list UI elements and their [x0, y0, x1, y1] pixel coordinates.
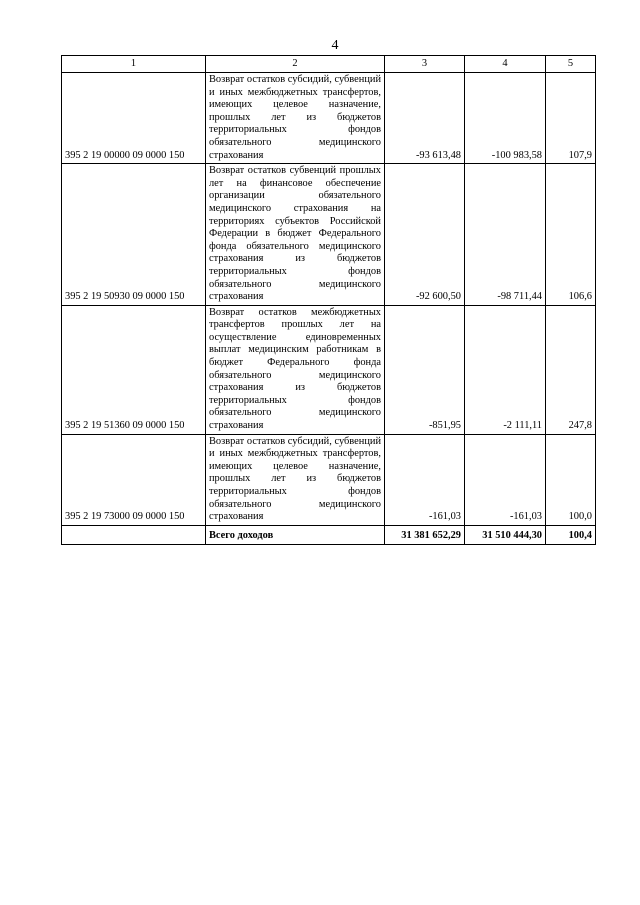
- total-label: Всего доходов: [206, 525, 385, 544]
- description-last-line: страхования: [209, 511, 264, 523]
- page-number: 4: [331, 38, 339, 53]
- column-header-4: 4: [465, 56, 546, 73]
- table-row: [62, 164, 596, 306]
- column-header-3: 3: [385, 56, 465, 73]
- table-row: [62, 73, 596, 164]
- value-col3-cell: -851,95: [385, 305, 465, 434]
- value-col4-cell: -98 711,44: [465, 164, 546, 306]
- description-cell: [206, 434, 385, 525]
- description-text: Возврат остатков субвенций прошлых лет на финансовое обеспечение организации обязательного медицинского страхования на территориях субъектов Российской Федерации в бюджет Федерального фонда обязательного медицинского страхования из бюджетов территориальных фондов обязательного медицинского: [209, 165, 381, 290]
- budget-code-cell: 395 2 19 51360 09 0000 150: [62, 305, 206, 434]
- total-row: [62, 525, 596, 544]
- value-col4-cell: -2 111,11: [465, 305, 546, 434]
- revenue-table: [61, 55, 596, 545]
- description-last-line: страхования: [209, 420, 264, 432]
- column-header-2: 2: [206, 56, 385, 73]
- description-text: Возврат остатков межбюджетных трансфертов прошлых лет на осуществление единовременных выплат медицинским работникам в бюджет Федерального фонда обязательного медицинского страхования из бюджетов территориальных фондов обязательного медицинского: [209, 306, 381, 419]
- percent-cell: 107,9: [546, 73, 596, 164]
- table-header-row: [62, 56, 596, 73]
- value-col4-cell: -100 983,58: [465, 73, 546, 164]
- percent-cell: 247,8: [546, 305, 596, 434]
- percent-cell: 106,6: [546, 164, 596, 306]
- description-text: Возврат остатков субсидий, субвенций и иных межбюджетных трансфертов, имеющих целевое назначение, прошлых лет из бюджетов территориальных фондов обязательного медицинского: [209, 435, 381, 510]
- budget-code-cell: 395 2 19 50930 09 0000 150: [62, 164, 206, 306]
- description-last-line: страхования: [209, 149, 264, 161]
- description-cell: [206, 164, 385, 306]
- column-header-5: 5: [546, 56, 596, 73]
- description-cell: [206, 305, 385, 434]
- value-col3-cell: -92 600,50: [385, 164, 465, 306]
- description-cell: [206, 73, 385, 164]
- budget-code-cell: 395 2 19 73000 09 0000 150: [62, 434, 206, 525]
- description-last-line: страхования: [209, 291, 264, 303]
- description-text: Возврат остатков субсидий, субвенций и иных межбюджетных трансфертов, имеющих целевое назначение, прошлых лет из бюджетов территориальных фондов обязательного медицинского: [209, 74, 381, 148]
- value-col4-cell: -161,03: [465, 434, 546, 525]
- value-col3-cell: -93 613,48: [385, 73, 465, 164]
- value-col3-cell: -161,03: [385, 434, 465, 525]
- total-percent-cell: 100,4: [546, 525, 596, 544]
- table-row: [62, 434, 596, 525]
- total-col4-cell: 31 510 444,30: [465, 525, 546, 544]
- total-col3-cell: 31 381 652,29: [385, 525, 465, 544]
- budget-code-cell: 395 2 19 00000 09 0000 150: [62, 73, 206, 164]
- total-code-cell: [62, 525, 206, 544]
- percent-cell: 100,0: [546, 434, 596, 525]
- table-row: [62, 305, 596, 434]
- column-header-1: 1: [62, 56, 206, 73]
